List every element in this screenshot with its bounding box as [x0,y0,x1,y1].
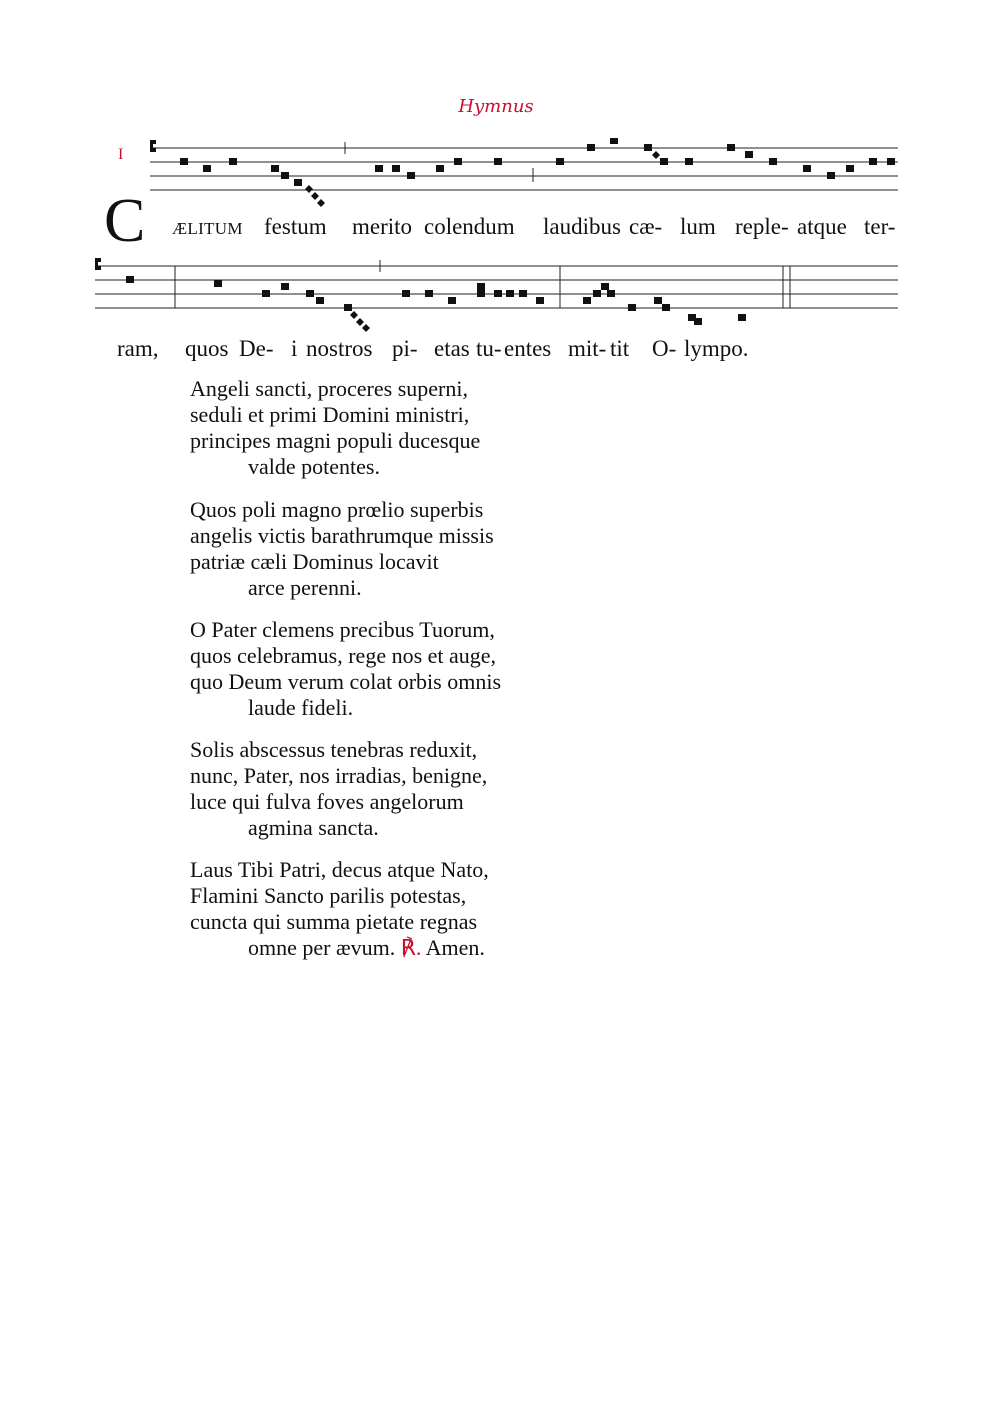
neume-diamond [317,199,325,207]
stanza-line [190,643,501,669]
neume-note [203,165,211,172]
neume-note [587,144,595,151]
stanza-line-text: valde potentes. [248,454,380,479]
neume-note [477,283,485,290]
neume-note [262,290,270,297]
stanza-line-text: patriæ cæli Dominus locavit [190,549,439,574]
neume-note [727,144,735,151]
neume-note [407,172,415,179]
stanza-line [190,617,501,643]
neume-diamond [652,151,660,159]
neume-note [375,165,383,172]
stanza-line-text: laude fideli. [248,695,354,720]
neume-note [306,290,314,297]
stanza-line [190,909,489,935]
stanza-line [190,454,480,480]
neume-diamond [350,311,358,319]
stanza-line-text: cuncta qui summa pietate regnas [190,909,478,934]
neume-note [506,290,514,297]
neume-diamond [311,192,319,200]
neume-note [448,297,456,304]
neume-diamond [362,324,370,332]
neume-note [685,158,693,165]
hymn-heading: Hymnus [458,96,534,117]
neume-note [316,297,324,304]
stanza-line [190,575,494,601]
stanza-line [190,376,480,402]
stanza-line-text: omne per ævum. [248,935,396,960]
stanza-line [190,523,494,549]
neume-note [229,158,237,165]
neume-note [803,165,811,172]
neume-note [738,314,746,321]
stanza-line [190,789,487,815]
neume-note [126,276,134,283]
lyric-syllable: lum [680,214,716,239]
stanza-line-text: Laus Tibi Patri, decus atque Nato, [190,857,489,882]
lyric-syllable: festum [264,214,327,239]
stanza-line-text: seduli et primi Domini ministri, [190,402,470,427]
stanza-line [190,497,494,523]
stanza-line [190,428,480,454]
lyric-syllable: lympo. [684,336,749,361]
stanza-line-text: Solis abscessus tenebras reduxit, [190,737,478,762]
music-staff-1 [0,138,992,218]
neume-note [846,165,854,172]
neume-note [344,304,352,311]
stanza-line [190,763,487,789]
neume-note [556,158,564,165]
stanza [190,737,487,841]
lyric-syllable: i [291,336,298,361]
neume-note [281,283,289,290]
neume-note [688,314,696,321]
neume-note [402,290,410,297]
stanza-line-text: O Pater clemens precibus Tuorum, [190,617,495,642]
stanza-line-text: quos celebramus, rege nos et auge, [190,643,497,668]
music-staff-2 [0,256,992,336]
lyric-syllable: atque [797,214,847,239]
lyric-syllable: ter- [864,214,896,239]
stanza-line [190,883,489,909]
neume-note [519,290,527,297]
stanza-line-text: principes magni populi ducesque [190,428,481,453]
lyric-syllable: De- [239,336,274,361]
neume-note [601,283,609,290]
neume-note [887,158,895,165]
stanza-line-text: Angeli sancti, proceres superni, [190,376,468,401]
lyric-syllable: mit- [568,336,607,361]
neume-note [436,165,444,172]
neume-note [610,138,618,144]
neume-diamond [305,185,313,193]
lyric-syllable: entes [504,336,552,361]
stanza [190,376,480,480]
neume-note [593,290,601,297]
neume-note [628,304,636,311]
stanza [190,617,501,721]
stanza-line [190,549,494,575]
response-symbol: ℟. [395,935,422,960]
neume-note [477,290,485,297]
neume-note [745,151,753,158]
neume-note [827,172,835,179]
neume-note [271,165,279,172]
stanza [190,497,494,601]
do-clef-icon [95,258,101,270]
neume-note [662,304,670,311]
neume-note [294,179,302,186]
neume-note [214,280,222,287]
neume-diamond [356,318,364,326]
lyric-syllable: tu- [476,336,502,361]
neume-note [494,290,502,297]
lyric-syllable: ÆLITUM [172,219,243,238]
lyric-syllable: reple- [735,214,789,239]
lyric-syllable: cæ- [629,214,663,239]
stanza-line-text: luce qui fulva foves angelorum [190,789,464,814]
stanza-line-text: Flamini Sancto parilis potestas, [190,883,467,908]
lyric-syllable: pi- [392,336,418,361]
neume-note [607,290,615,297]
neume-note [536,297,544,304]
stanza-line [190,669,501,695]
stanza-line-text: agmina sancta. [248,815,379,840]
neume-note [644,144,652,151]
neume-note [869,158,877,165]
neume-note [583,297,591,304]
mode-number: I [118,146,124,163]
lyric-syllable: quos [185,336,229,361]
lyric-syllable: etas [434,336,470,361]
lyric-syllable: merito [352,214,413,239]
lyric-syllable: colendum [424,214,515,239]
neume-note [494,158,502,165]
stanza-line-text: angelis victis barathrumque missis [190,523,494,548]
initial-letter: C [104,187,146,255]
stanza [190,857,489,961]
stanza-line [190,737,487,763]
lyric-syllable: tit [610,336,630,361]
stanza-line-text: quo Deum verum colat orbis omnis [190,669,502,694]
stanza-line [190,857,489,883]
stanza-line-text: nunc, Pater, nos irradias, benigne, [190,763,488,788]
neume-note [425,290,433,297]
lyric-syllable: O- [652,336,677,361]
stanza-line-text: Quos poli magno prœlio superbis [190,497,484,522]
stanza-line [190,695,501,721]
stanza-line [190,402,480,428]
lyric-syllable: nostros [306,336,373,361]
neume-note [654,297,662,304]
stanza-line [190,935,489,961]
neume-note [660,158,668,165]
lyric-syllable: ram, [117,336,159,361]
neume-note [180,158,188,165]
neume-note [769,158,777,165]
response-text: Amen. [421,935,485,960]
neume-note [392,165,400,172]
lyric-syllable: laudibus [543,214,621,239]
neume-note [454,158,462,165]
neume-note [281,172,289,179]
stanza-line-text: arce perenni. [248,575,362,600]
stanza-line [190,815,487,841]
do-clef-icon [150,140,156,152]
